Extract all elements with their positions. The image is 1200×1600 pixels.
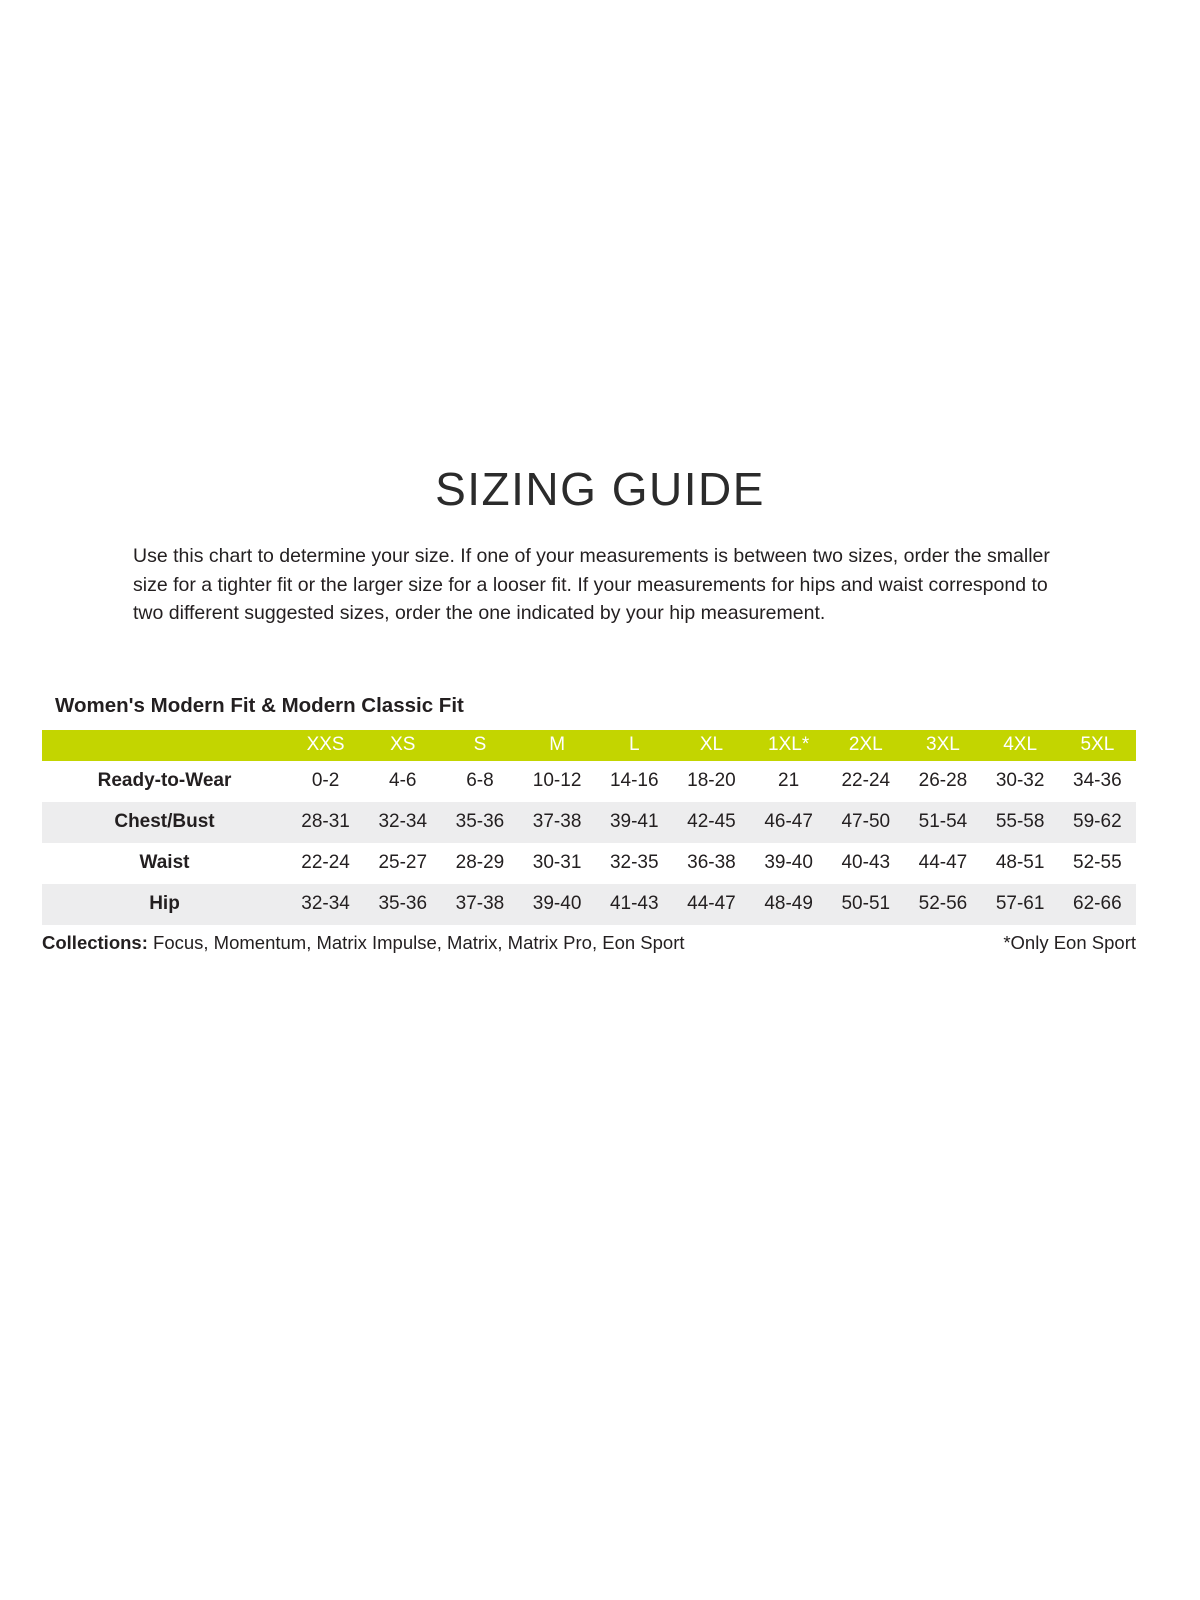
- table-row: [42, 761, 1136, 802]
- footnote-only-eon-sport: *Only Eon Sport: [1003, 931, 1136, 953]
- header-cell-size: 4XL: [982, 730, 1059, 761]
- header-cell-empty: [42, 730, 287, 761]
- header-cell-size: XXS: [287, 730, 364, 761]
- section-heading: Women's Modern Fit & Modern Classic Fit: [55, 693, 464, 717]
- size-chart-section: [42, 694, 1136, 954]
- measurement-cell: 0-2: [311, 770, 340, 792]
- measurement-cell: 37-38: [455, 893, 505, 915]
- measurement-cell: 48-49: [764, 893, 813, 915]
- table-row: [42, 802, 1136, 843]
- measurement-cell: 42-45: [687, 811, 736, 833]
- measurement-cell: 32-34: [378, 811, 428, 833]
- measurement-cell: 35-36: [455, 811, 505, 833]
- table-body: [42, 761, 1136, 925]
- header-cell-size: XS: [364, 730, 441, 761]
- measurement-cell: 47-50: [841, 811, 891, 833]
- page-title: SIZING GUIDE: [435, 463, 765, 515]
- measurement-cell: 44-47: [687, 893, 736, 915]
- measurement-cell: 40-43: [841, 852, 891, 874]
- measurement-cell: 57-61: [995, 893, 1045, 915]
- measurement-cell: 10-12: [532, 770, 582, 792]
- measurement-cell: 36-38: [687, 852, 736, 874]
- measurement-cell: 22-24: [301, 852, 350, 874]
- measurement-cell: 34-36: [1073, 770, 1122, 792]
- measurement-cell: 30-31: [532, 852, 582, 874]
- measurement-cell: 50-51: [841, 893, 891, 915]
- measurement-cell: 52-55: [1073, 852, 1122, 874]
- header-cell-size: 3XL: [904, 730, 981, 761]
- header-cell-size: 5XL: [1059, 730, 1136, 761]
- measurement-cell: 32-35: [609, 852, 659, 874]
- table-row: [42, 884, 1136, 925]
- measurement-cell: 6-8: [466, 770, 494, 792]
- sizing-table: [42, 730, 1136, 925]
- header-cell-size: 2XL: [827, 730, 904, 761]
- measurement-cell: 52-56: [918, 893, 968, 915]
- row-label: Waist: [139, 852, 190, 874]
- measurement-cell: 41-43: [609, 893, 659, 915]
- header-cell-size: 1XL*: [750, 730, 827, 761]
- header-cell-size: M: [519, 730, 596, 761]
- collections-list: Focus, Momentum, Matrix Impulse, Matrix, Matrix Pro, Eon Sport: [147, 931, 685, 953]
- measurement-cell: 35-36: [378, 893, 428, 915]
- intro-text: Use this chart to determine your size. If one of your measurements is between two sizes, order the smaller size for a tighter fit or the larger size for a looser fit. If your measurements for hips and waist correspond to two different suggested sizes, order the one indicated by your hip measurement.: [133, 545, 1050, 625]
- measurement-cell: 28-29: [455, 852, 505, 874]
- measurement-cell: 26-28: [918, 770, 968, 792]
- measurement-cell: 39-40: [764, 852, 813, 874]
- row-label: Chest/Bust: [114, 811, 215, 833]
- header-cell-size: L: [596, 730, 673, 761]
- row-label: Hip: [149, 893, 180, 915]
- table-row: [42, 843, 1136, 884]
- measurement-cell: 46-47: [764, 811, 813, 833]
- measurement-cell: 55-58: [995, 811, 1045, 833]
- table-header-row: [42, 730, 1136, 761]
- measurement-cell: 4-6: [389, 770, 417, 792]
- row-label: Ready-to-Wear: [97, 770, 232, 792]
- measurement-cell: 25-27: [378, 852, 428, 874]
- measurement-cell: 14-16: [609, 770, 659, 792]
- measurement-cell: 62-66: [1073, 893, 1122, 915]
- header-cell-size: S: [441, 730, 518, 761]
- measurement-cell: 32-34: [301, 893, 350, 915]
- measurement-cell: 44-47: [918, 852, 968, 874]
- footer-row: [42, 932, 1136, 954]
- table-head: [42, 730, 1136, 761]
- measurement-cell: 37-38: [532, 811, 582, 833]
- collections-label: Collections:: [42, 931, 148, 953]
- collections-text: [42, 932, 685, 954]
- measurement-cell: 21: [778, 770, 800, 792]
- measurement-cell: 22-24: [841, 770, 891, 792]
- measurement-cell: 18-20: [687, 770, 736, 792]
- measurement-cell: 39-40: [532, 893, 582, 915]
- measurement-cell: 30-32: [995, 770, 1045, 792]
- header-cell-size: XL: [673, 730, 750, 761]
- measurement-cell: 28-31: [301, 811, 350, 833]
- measurement-cell: 51-54: [918, 811, 968, 833]
- measurement-cell: 48-51: [995, 852, 1045, 874]
- measurement-cell: 39-41: [609, 811, 659, 833]
- measurement-cell: 59-62: [1073, 811, 1122, 833]
